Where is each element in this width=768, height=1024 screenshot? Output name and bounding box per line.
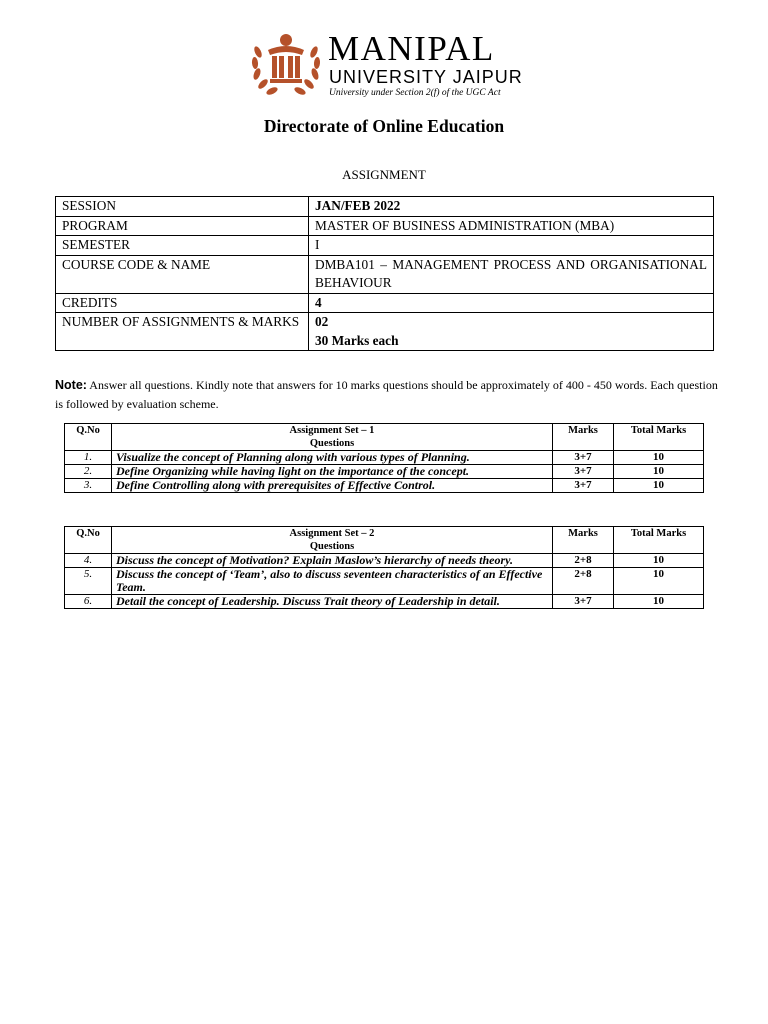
question-text: Visualize the concept of Planning along with various types of Planning. [112, 451, 553, 465]
program-label: PROGRAM [56, 216, 309, 236]
question-marks: 2+8 [553, 568, 614, 595]
table-row [65, 479, 704, 493]
assignment-set-2-table [64, 526, 704, 609]
table-row [56, 197, 714, 217]
table-row [56, 313, 714, 351]
table-row [65, 451, 704, 465]
table-header-row [65, 424, 704, 451]
assignments-label: NUMBER OF ASSIGNMENTS & MARKS [56, 313, 309, 351]
semester-value: I [309, 236, 714, 256]
set-title: Assignment Set – 2 [289, 528, 375, 539]
col-questions-header [112, 424, 553, 451]
question-text: Define Organizing while having light on the importance of the concept. [112, 465, 553, 479]
assignments-marks: 30 Marks each [315, 332, 399, 348]
question-number: 6. [65, 595, 112, 609]
table-row [65, 595, 704, 609]
col-qno: Q.No [65, 424, 112, 451]
brand-subtitle: UNIVERSITY JAIPUR [329, 67, 523, 87]
credits-label: CREDITS [56, 293, 309, 313]
question-total: 10 [614, 554, 704, 568]
question-number: 5. [65, 568, 112, 595]
question-text: Detail the concept of Leadership. Discuss Trait theory of Leadership in detail. [112, 595, 553, 609]
table-header-row [65, 527, 704, 554]
brand-tagline: University under Section 2(f) of the UGC Act [329, 88, 501, 98]
question-text: Discuss the concept of ‘Team’, also to discuss seventeen characteristics of an Effective Team. [112, 568, 553, 595]
question-marks: 3+7 [553, 465, 614, 479]
question-marks: 3+7 [553, 479, 614, 493]
col-marks: Marks [553, 527, 614, 554]
question-total: 10 [614, 595, 704, 609]
question-number: 3. [65, 479, 112, 493]
set-title: Assignment Set – 1 [289, 425, 375, 436]
question-number: 4. [65, 554, 112, 568]
question-total: 10 [614, 451, 704, 465]
assignments-value [309, 313, 714, 351]
question-number: 2. [65, 465, 112, 479]
assignment-title: ASSIGNMENT [342, 167, 426, 182]
table-row [56, 236, 714, 256]
col-questions-header [112, 527, 553, 554]
col-total-marks: Total Marks [614, 527, 704, 554]
col-questions: Questions [309, 438, 355, 449]
question-total: 10 [614, 568, 704, 595]
session-value: JAN/FEB 2022 [309, 197, 714, 217]
directorate-title: Directorate of Online Education [263, 116, 505, 136]
brand-name: MANIPAL [328, 29, 495, 68]
university-header [248, 28, 538, 102]
course-info-table [55, 196, 714, 351]
col-marks: Marks [553, 424, 614, 451]
question-marks: 3+7 [553, 595, 614, 609]
question-marks: 2+8 [553, 554, 614, 568]
course-label: COURSE CODE & NAME [56, 255, 309, 293]
note-paragraph [55, 376, 720, 414]
table-row [56, 293, 714, 313]
question-text: Discuss the concept of Motivation? Explain Maslow’s hierarchy of needs theory. [112, 554, 553, 568]
col-total-marks: Total Marks [614, 424, 704, 451]
question-total: 10 [614, 465, 704, 479]
course-value: DMBA101 – MANAGEMENT PROCESS AND ORGANISATIONAL BEHAVIOUR [309, 255, 714, 293]
table-row [65, 465, 704, 479]
table-row [56, 255, 714, 293]
question-number: 1. [65, 451, 112, 465]
table-row [65, 568, 704, 595]
question-text: Define Controlling along with prerequisites of Effective Control. [112, 479, 553, 493]
assignment-set-1-table [64, 423, 704, 493]
session-label: SESSION [56, 197, 309, 217]
assignments-count: 02 [315, 314, 329, 329]
credits-value: 4 [309, 293, 714, 313]
table-row [56, 216, 714, 236]
table-row [65, 554, 704, 568]
note-text: Answer all questions. Kindly note that answers for 10 marks questions should be approximately of 400 - 450 words. Each question is followed by evaluation scheme. [55, 378, 718, 411]
col-questions: Questions [309, 541, 355, 552]
question-marks: 3+7 [553, 451, 614, 465]
university-seal-logo [248, 28, 324, 102]
col-qno: Q.No [65, 527, 112, 554]
program-value: MASTER OF BUSINESS ADMINISTRATION (MBA) [309, 216, 714, 236]
semester-label: SEMESTER [56, 236, 309, 256]
note-label: Note: [55, 378, 87, 392]
question-total: 10 [614, 479, 704, 493]
